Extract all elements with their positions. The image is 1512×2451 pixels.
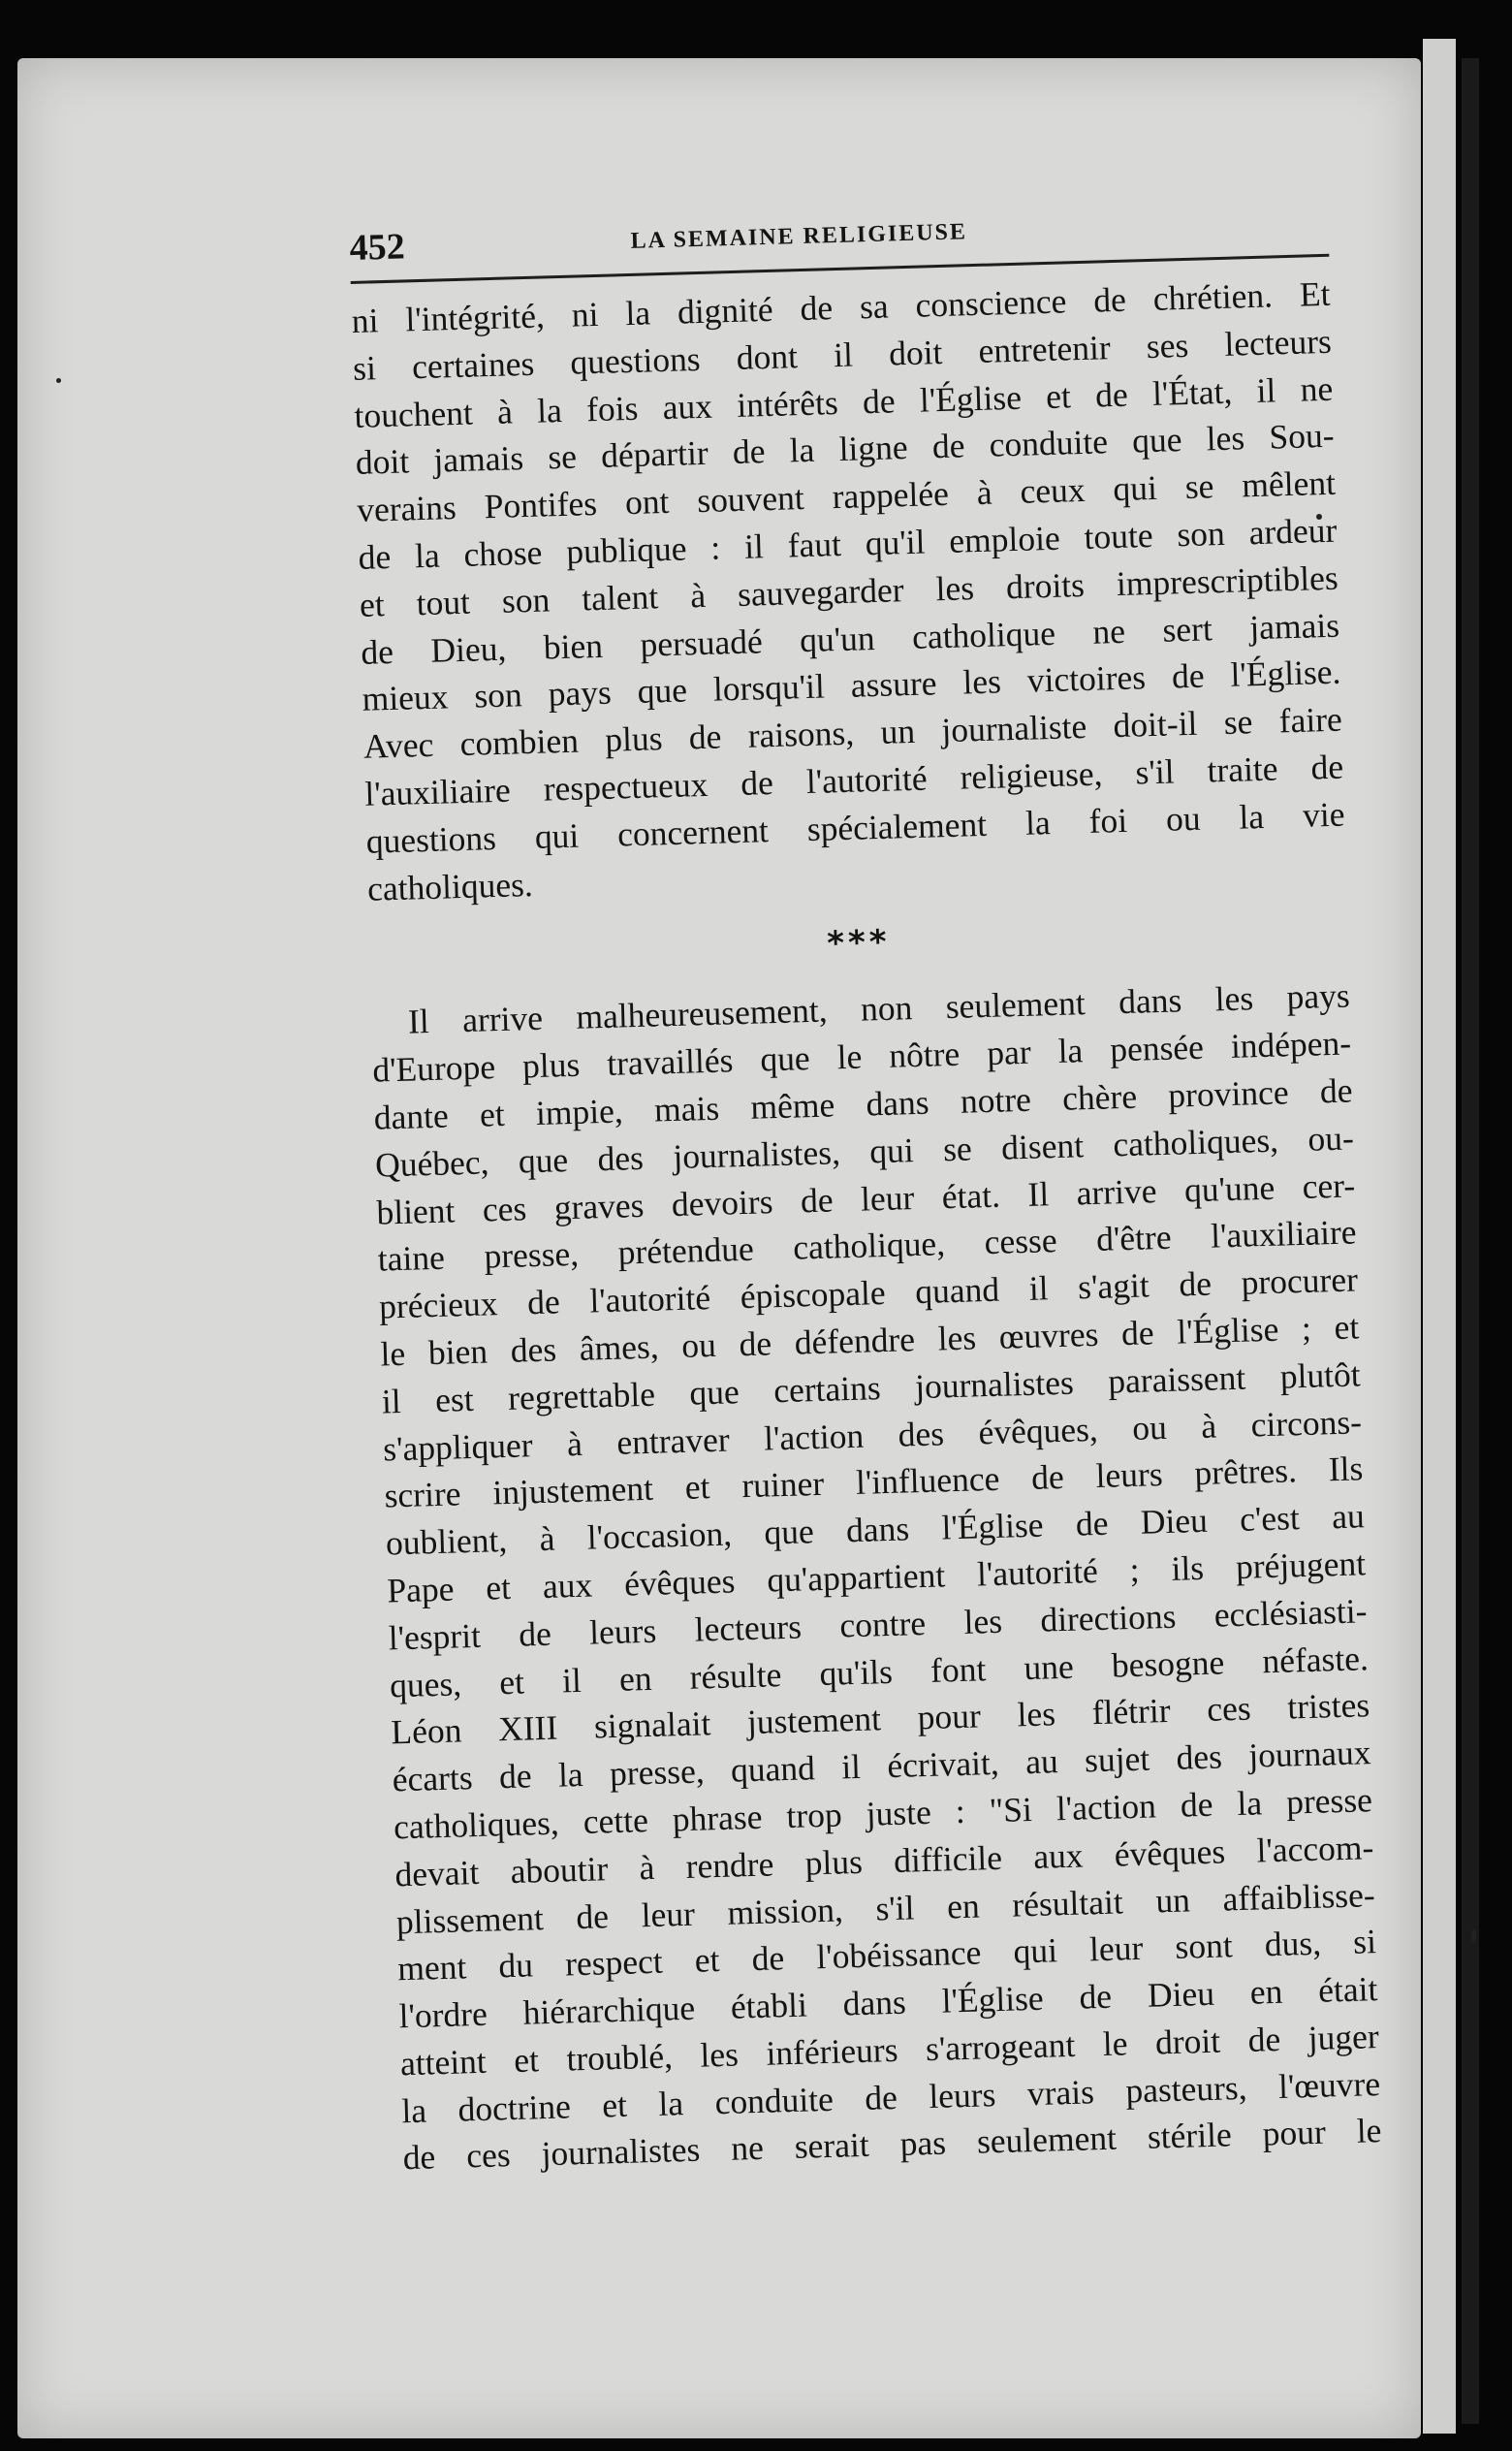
text-line: taine presse, prétendue catholique, cesse d'être l'auxiliaire bbox=[377, 1212, 1358, 1279]
text-line: ques, et il en résulte qu'ils font une besogne néfaste. bbox=[389, 1638, 1370, 1704]
film-border bbox=[1462, 58, 1479, 2424]
text-line: blient ces graves devoirs de leur état. Il arrive qu'une cer- bbox=[375, 1164, 1356, 1232]
text-line: Québec, que des journalistes, qui se disent catholiques, ou- bbox=[374, 1118, 1355, 1185]
text-line: de la chose publique : il faut qu'il emploie toute son ardeur bbox=[358, 510, 1338, 577]
dust-speck bbox=[1471, 1929, 1476, 1943]
text-line: mieux son pays que lorsqu'il assure les victoires de l'Église. bbox=[362, 652, 1341, 719]
text-line: l'esprit de leurs lecteurs contre les directions ecclésiasti- bbox=[388, 1590, 1368, 1658]
text-line: scrire injustement et ruiner l'influence de leurs prêtres. Ils bbox=[384, 1448, 1364, 1515]
text-line: de ces journalistes ne serait pas seulement stérile pour le bbox=[402, 2111, 1382, 2178]
text-line: il est regrettable que certains journalistes paraissent plutôt bbox=[381, 1354, 1362, 1421]
text-line: touchent à la fois aux intérêts de l'Église et de l'État, il ne bbox=[353, 368, 1334, 435]
text-line: la doctrine et la conduite de leurs vrais pasteurs, l'œuvre bbox=[400, 2063, 1381, 2130]
text-line: dante et impie, mais même dans notre chère province de bbox=[373, 1070, 1353, 1137]
text-line: écarts de la presse, quand il écrivait, au sujet des journaux bbox=[392, 1733, 1372, 1799]
text-line: précieux de l'autorité épiscopale quand il s'agit de procurer bbox=[378, 1259, 1359, 1326]
text-line: ment du respect et de l'obéissance qui leur sont dus, si bbox=[396, 1922, 1377, 1989]
text-line: l'auxiliaire respectueux de l'autorité religieuse, s'il traite de bbox=[363, 747, 1344, 813]
text-line: de Dieu, bien persuadé qu'un catholique ne sert jamais bbox=[360, 605, 1340, 672]
adjacent-page-edge bbox=[1423, 39, 1456, 2434]
paragraph-1 bbox=[351, 271, 1346, 912]
text-line: Il arrive malheureusement, non seulement dans les pays bbox=[407, 975, 1351, 1041]
text-line: atteint et troublé, les inférieurs s'arrogeant le droit de juger bbox=[399, 2016, 1380, 2084]
dust-speck bbox=[56, 378, 61, 383]
text-line: doit jamais se départir de la ligne de conduite que les Sou- bbox=[355, 416, 1336, 483]
text-line: Léon XIII signalait justement pour les flétrir ces tristes bbox=[390, 1685, 1370, 1752]
page-content bbox=[349, 196, 1382, 2182]
text-line: s'appliquer à entraver l'action des évêques, ou à circons- bbox=[382, 1401, 1363, 1469]
text-line: ni l'intégrité, ni la dignité de sa conscience de chrétien. Et bbox=[351, 273, 1331, 340]
text-line: Avec combien plus de raisons, un journaliste doit-il se faire bbox=[362, 699, 1343, 766]
text-line: questions qui concernent spécialement la foi ou la vie bbox=[365, 794, 1345, 861]
text-line: catholiques, cette phrase trop juste : "Si l'action de la presse bbox=[393, 1780, 1373, 1847]
text-line: d'Europe plus travaillés que le nôtre par la pensée indépen- bbox=[371, 1023, 1352, 1090]
text-line: Pape et aux évêques qu'appartient l'autorité ; ils préjugent bbox=[386, 1544, 1367, 1610]
text-line: plissement de leur mission, s'il en résultait un affaiblisse- bbox=[395, 1874, 1376, 1941]
text-line: le bien des âmes, ou de défendre les œuvres de l'Église ; et bbox=[380, 1307, 1360, 1374]
text-line: catholiques. bbox=[366, 864, 534, 908]
text-line: verains Pontifes ont souvent rappelée à ceux qui se mêlent bbox=[356, 462, 1337, 530]
text-line: devait aboutir à rendre plus difficile aux évêques l'accom- bbox=[394, 1827, 1374, 1894]
text-line: et tout son talent à sauvegarder les droits imprescriptibles bbox=[359, 557, 1339, 624]
running-head: LA SEMAINE RELIGIEUSE bbox=[630, 219, 968, 254]
paragraph-2 bbox=[370, 972, 1382, 2182]
asterism: *** bbox=[826, 923, 892, 964]
text-line: l'ordre hiérarchique établi dans l'Église de Dieu en était bbox=[398, 1969, 1378, 2036]
page-number: 452 bbox=[349, 226, 406, 269]
text-line: oublient, à l'occasion, que dans l'Église de Dieu c'est au bbox=[385, 1496, 1366, 1563]
text-line: si certaines questions dont il doit entretenir ses lecteurs bbox=[352, 321, 1333, 388]
